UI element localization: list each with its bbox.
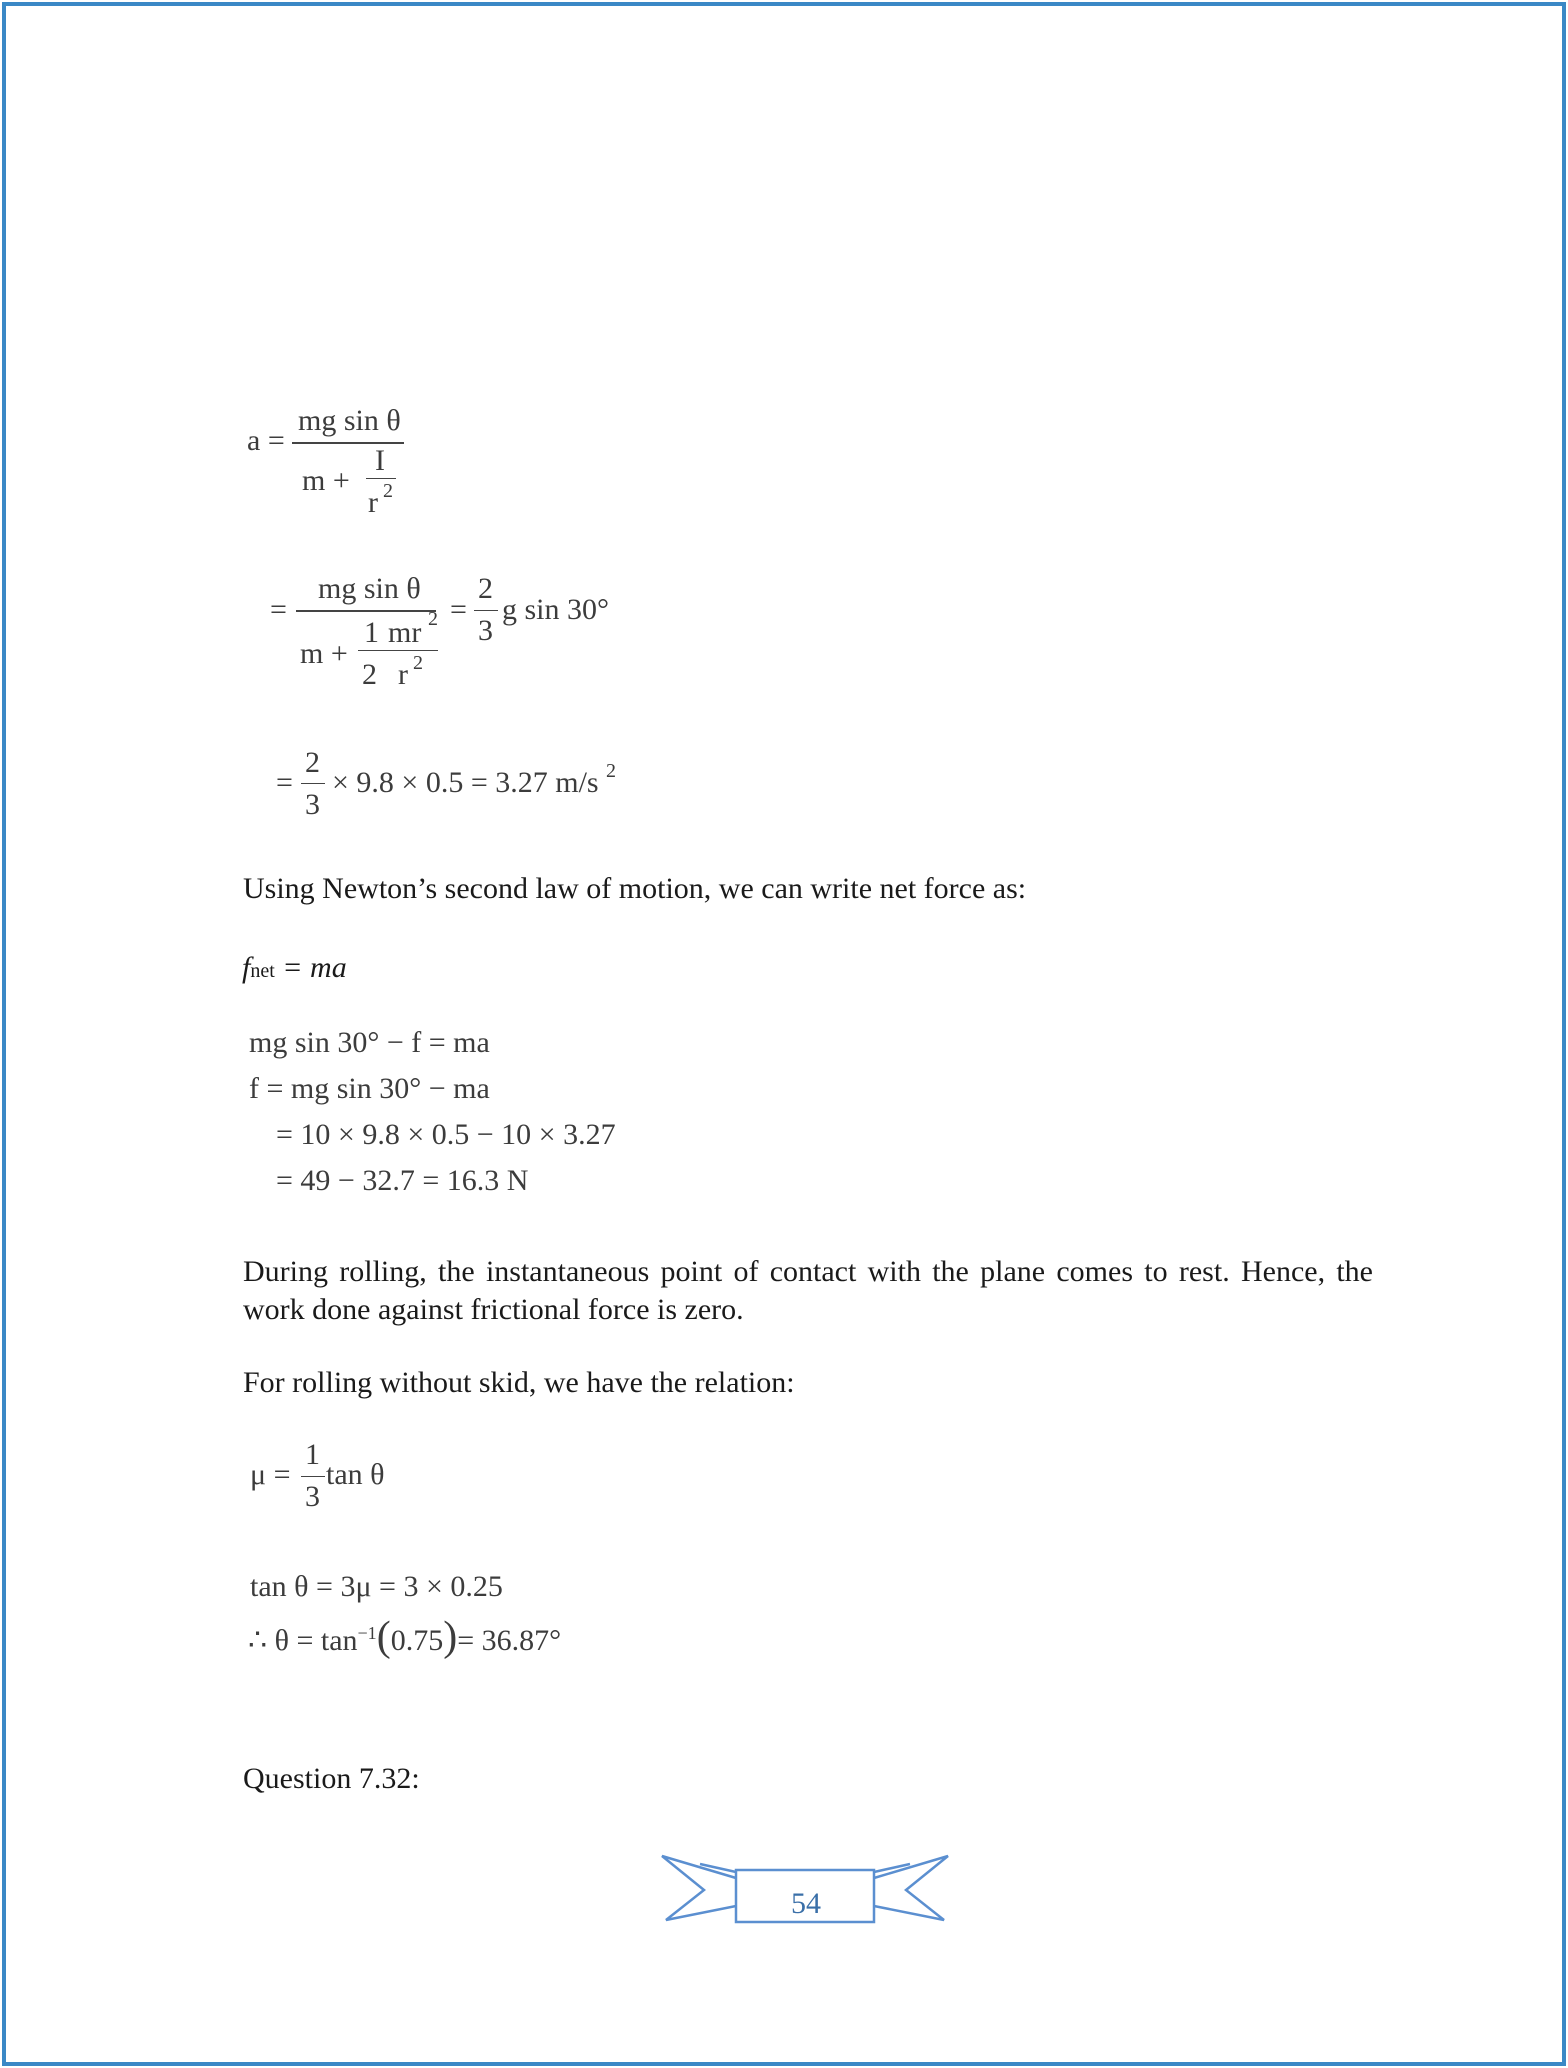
eq2-equals-2: = (450, 593, 467, 626)
eq3-equals: = (276, 766, 293, 799)
eq1-fraction-bar (292, 442, 404, 444)
eq1-den-m: m + (302, 464, 350, 497)
theta-right-paren: ) (443, 1614, 458, 1660)
mu-frac-num: 1 (305, 1438, 320, 1471)
eq1-den-r: r (368, 486, 378, 519)
fnet-rhs: = ma (274, 951, 347, 984)
eq1-sub-fraction-bar (366, 478, 396, 479)
force-line-4: = 49 − 32.7 = 16.3 N (276, 1164, 529, 1197)
force-line-1: mg sin 30° − f = ma (249, 1026, 490, 1059)
eq2-numerator: mg sin θ (318, 572, 421, 605)
eq2-r-sq: 2 (413, 652, 423, 674)
fnet-f: f (242, 951, 251, 984)
theta-exponent: −1 (357, 1623, 377, 1643)
eq3-frac-num: 2 (305, 746, 320, 779)
eq1-lhs: a = (247, 424, 285, 457)
eq2-sub-fraction-bar (358, 650, 438, 651)
page-number: 54 (791, 1887, 821, 1920)
theta-value: 0.75 (390, 1624, 444, 1657)
eq2-half-num: 1 (364, 616, 379, 649)
mu-lhs: μ = (250, 1458, 291, 1491)
eq3-sq: 2 (606, 760, 616, 782)
paragraph-newton: Using Newton’s second law of motion, we can write net force as: (243, 872, 1027, 905)
eq2-mr: mr (388, 616, 422, 649)
mu-frac-den: 3 (305, 1480, 320, 1513)
mu-rhs: tan θ (326, 1458, 385, 1491)
equation-theta (248, 1616, 561, 1658)
eq3-rhs: × 9.8 × 0.5 = 3.27 m/s (332, 766, 599, 799)
force-line-3: = 10 × 9.8 × 0.5 − 10 × 3.27 (276, 1118, 616, 1151)
equation-fnet (242, 951, 347, 985)
eq2-rhs: g sin 30° (502, 593, 610, 626)
page-border (2, 2, 1566, 2066)
eq2-frac-den: 3 (478, 614, 493, 647)
eq2-mr-sq: 2 (428, 608, 438, 630)
theta-rhs: = 36.87° (457, 1624, 562, 1657)
question-heading: Question 7.32: (243, 1762, 420, 1795)
equation-tan-theta: tan θ = 3μ = 3 × 0.25 (250, 1570, 503, 1603)
eq3-frac-bar (301, 783, 325, 784)
eq1-den-I: I (375, 444, 385, 477)
eq1-den-sq: 2 (383, 480, 393, 502)
eq3-frac-den: 3 (305, 788, 320, 821)
eq2-frac-num: 2 (478, 572, 493, 605)
eq2-r: r (398, 658, 408, 691)
force-line-2: f = mg sin 30° − ma (249, 1072, 490, 1105)
eq2-half-den: 2 (362, 658, 377, 691)
theta-prefix: ∴ θ = tan (248, 1624, 358, 1657)
paragraph-skid: For rolling without skid, we have the relation: (243, 1366, 795, 1399)
eq1-numerator: mg sin θ (298, 404, 401, 437)
fnet-subscript: net (250, 960, 275, 982)
mu-frac-bar (301, 1476, 325, 1477)
eq2-fraction-bar (296, 610, 436, 612)
eq2-frac-bar (474, 610, 498, 611)
eq2-equals: = (270, 593, 287, 626)
theta-left-paren: ( (376, 1614, 391, 1660)
eq2-den-m: m + (300, 637, 348, 670)
paragraph-rolling: During rolling, the instantaneous point of contact with the plane comes to rest. Hence, the work done against frictional force is zero. (243, 1255, 1373, 1326)
